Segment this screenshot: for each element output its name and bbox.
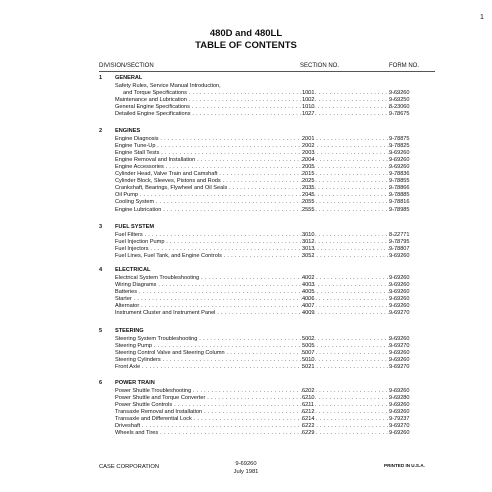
entry-title: Instrument Cluster and Instrument Panel . . .	[115, 310, 399, 317]
entry-section-number: 2015	[302, 171, 315, 178]
toc-entry[interactable]	[99, 402, 439, 409]
toc-entry[interactable]	[99, 350, 439, 357]
entry-section-number: 5021	[302, 363, 315, 370]
toc-section	[99, 75, 439, 118]
toc-entry[interactable]	[99, 275, 439, 282]
entry-title: Steering Control Valve and Steering Column . . .	[115, 350, 399, 357]
entry-form-number: 9-78855	[389, 178, 410, 185]
toc-entry[interactable]	[99, 336, 439, 343]
toc-entry[interactable]	[99, 310, 439, 317]
toc-entry[interactable]	[99, 97, 439, 104]
entry-title: Wheels and Tires . . .	[115, 430, 399, 437]
toc-entry[interactable]	[99, 83, 439, 90]
entry-form-number: 9-78675	[389, 110, 410, 117]
entry-title: Front Axle . . .	[115, 364, 399, 371]
document-title: 480D and 480LL	[209, 28, 283, 39]
column-header-form: FORM NO.	[389, 63, 419, 69]
entry-title: Engine Lubrication . . .	[115, 207, 399, 214]
entry-form-number: 9-78807	[389, 245, 410, 252]
toc-entry[interactable]	[99, 199, 439, 206]
entry-form-number: 9-69260	[389, 356, 410, 363]
entry-title: Steering Pump . . .	[115, 343, 399, 350]
entry-title: Safety Rules, Service Manual Introduction,	[115, 82, 221, 89]
entry-form-number: 9-69260	[389, 387, 410, 394]
entry-section-number: 5007	[302, 349, 315, 356]
entry-form-number: 9-78885	[389, 192, 410, 199]
section-heading	[99, 224, 439, 232]
section-number: 3	[99, 224, 103, 230]
section-heading	[99, 267, 439, 275]
section-heading	[99, 75, 439, 83]
toc-entry[interactable]	[99, 364, 439, 371]
section-title: FUEL SYSTEM	[115, 224, 155, 230]
entry-section-number: 2003	[302, 149, 315, 156]
section-number: 2	[99, 128, 103, 134]
entry-section-number: 4005	[302, 288, 315, 295]
section-title: STEERING	[115, 328, 144, 334]
entry-section-number: 6229	[302, 430, 315, 437]
entry-form-number: 9-69270	[389, 363, 410, 370]
toc-entry[interactable]	[99, 388, 439, 395]
entry-section-number: 1001	[302, 89, 315, 96]
entry-title: Power Shuttle Troubleshooting . . .	[115, 388, 399, 395]
entry-title: Engine Accessories . . .	[115, 164, 399, 171]
toc-entry[interactable]	[99, 164, 439, 171]
entry-title: Cylinder Head, Valve Train and Camshaft . . .	[115, 171, 399, 178]
toc-entry[interactable]	[99, 289, 439, 296]
section-title: ELECTRICAL	[115, 267, 151, 273]
footer-form-number: 9-69260	[235, 461, 257, 467]
column-header-section: SECTION NO.	[300, 63, 340, 69]
entry-form-number: 9-69260	[389, 149, 410, 156]
toc-entry[interactable]	[99, 423, 439, 430]
entry-form-number: 8-22771	[389, 231, 410, 238]
toc-section	[99, 128, 439, 214]
toc-entry[interactable]	[99, 90, 439, 97]
entry-section-number: 2035	[302, 185, 315, 192]
entry-section-number: 4002	[302, 274, 315, 281]
entry-title: Detailed Engine Specifications . . .	[115, 111, 399, 118]
toc-entry[interactable]	[99, 343, 439, 350]
entry-section-number: 6210	[302, 394, 315, 401]
section-number: 4	[99, 267, 103, 273]
entry-section-number: 2025	[302, 178, 315, 185]
entry-form-number: 9-69270	[389, 423, 410, 430]
entry-form-number: 9-69260	[389, 156, 410, 163]
entry-section-number: 5010	[302, 356, 315, 363]
entry-form-number: 9-69260	[389, 349, 410, 356]
toc-entry[interactable]	[99, 357, 439, 364]
entry-title: Electrical System Troubleshooting . . .	[115, 275, 399, 282]
section-heading	[99, 128, 439, 136]
entry-section-number: 6212	[302, 408, 315, 415]
entry-form-number: 9-69260	[389, 295, 410, 302]
entry-section-number: 2555	[302, 206, 315, 213]
toc-entry[interactable]	[99, 111, 439, 118]
entry-section-number: 4009	[302, 310, 315, 317]
document-subtitle: TABLE OF CONTENTS	[195, 40, 297, 51]
entry-title: Cooling System . . .	[115, 199, 399, 206]
entry-title: Fuel Injection Pump . . .	[115, 239, 399, 246]
entry-form-number: 9-69250	[389, 96, 410, 103]
entry-title: Starter . . .	[115, 296, 399, 303]
entry-form-number: 9-69260	[389, 335, 410, 342]
entry-title: Engine Stall Tests . . .	[115, 150, 399, 157]
entry-title: Steering Cylinders . . .	[115, 357, 399, 364]
section-title: GENERAL	[115, 75, 143, 81]
entry-title: Maintenance and Lubrication . . .	[115, 97, 399, 104]
entry-title: Engine Diagnosis . . .	[115, 136, 399, 143]
entry-title: Power Shuttle and Torque Converter . . .	[115, 395, 399, 402]
entry-form-number: 9-69260	[389, 288, 410, 295]
entry-title: Transaxle and Differential Lock . . .	[115, 416, 399, 423]
entry-form-number: 9-78816	[389, 199, 410, 206]
entry-form-number: 9-69270	[389, 310, 410, 317]
entry-section-number: 3052	[302, 252, 315, 259]
toc-entry[interactable]	[99, 150, 439, 157]
entry-title: Oil Pump . . .	[115, 192, 399, 199]
entry-title: Transaxle Removal and Installation . . .	[115, 409, 399, 416]
entry-form-number: 9-69260	[389, 430, 410, 437]
section-heading	[99, 380, 439, 388]
entry-section-number: 3010	[302, 231, 315, 238]
entry-section-number: 2001	[302, 135, 315, 142]
entry-section-number: 2045	[302, 192, 315, 199]
footer-company: CASE CORPORATION	[99, 464, 160, 470]
toc-section	[99, 328, 439, 371]
entry-section-number: 6202	[302, 387, 315, 394]
section-number: 5	[99, 328, 103, 334]
toc-section	[99, 267, 439, 317]
header-rule	[99, 71, 435, 72]
entry-form-number: 9-69260	[389, 408, 410, 415]
entry-form-number: 9-69270	[389, 342, 410, 349]
toc-entry[interactable]	[99, 232, 439, 239]
entry-title: Engine Tune-Up . . .	[115, 143, 399, 150]
entry-section-number: 4007	[302, 302, 315, 309]
entry-title: Crankshaft, Bearings, Flywheel and Oil Seals . . .	[115, 185, 399, 192]
page-number: 1	[480, 14, 484, 21]
toc-entry[interactable]	[99, 416, 439, 423]
entry-section-number: 4006	[302, 295, 315, 302]
entry-form-number: 9-69260	[389, 281, 410, 288]
toc-entry[interactable]	[99, 136, 439, 143]
entry-title: Wiring Diagrams . . .	[115, 282, 399, 289]
section-number: 6	[99, 380, 103, 386]
entry-section-number: 2004	[302, 156, 315, 163]
entry-section-number: 6222	[302, 423, 315, 430]
entry-section-number: 6214	[302, 415, 315, 422]
entry-section-number: 2005	[302, 163, 315, 170]
entry-form-number: 9-78825	[389, 142, 410, 149]
entry-form-number: 9-69260	[389, 401, 410, 408]
section-heading	[99, 328, 439, 336]
entry-form-number: 9-78836	[389, 171, 410, 178]
entry-section-number: 2002	[302, 142, 315, 149]
toc-section	[99, 380, 439, 437]
column-header-division: DIVISION/SECTION	[99, 63, 154, 69]
entry-section-number: 4003	[302, 281, 315, 288]
entry-form-number: 9-69280	[389, 394, 410, 401]
entry-title: Driveshaft . . .	[115, 423, 399, 430]
entry-section-number: 1010	[302, 103, 315, 110]
toc-entry[interactable]	[99, 430, 439, 437]
footer-printed-in: PRINTED IN U.S.A.	[384, 463, 425, 468]
entry-form-number: 9-78985	[389, 206, 410, 213]
entry-section-number: 1027	[302, 110, 315, 117]
entry-form-number: 9-78866	[389, 185, 410, 192]
toc-entry[interactable]	[99, 239, 439, 246]
entry-form-number: 8-23060	[389, 103, 410, 110]
entry-form-number: 9-69260	[389, 252, 410, 259]
toc-entry[interactable]	[99, 192, 439, 199]
toc-entry[interactable]	[99, 178, 439, 185]
toc-entry[interactable]	[99, 303, 439, 310]
section-title: ENGINES	[115, 128, 141, 134]
entry-title: Engine Removal and Installation . . .	[115, 157, 399, 164]
entry-title: Steering System Troubleshooting . . .	[115, 336, 399, 343]
entry-title: and Torque Specifications . . .	[123, 90, 399, 97]
entry-form-number: 9-69260	[389, 302, 410, 309]
entry-section-number: 3013	[302, 245, 315, 252]
toc-entry[interactable]	[99, 143, 439, 150]
entry-form-number: 9-69260	[389, 274, 410, 281]
entry-form-number: 9-78795	[389, 238, 410, 245]
toc-entry[interactable]	[99, 104, 439, 111]
entry-title: Batteries . . .	[115, 289, 399, 296]
entry-title: Power Shuttle Controls . . .	[115, 402, 399, 409]
toc-entry[interactable]	[99, 409, 439, 416]
footer-date: July 1981	[233, 469, 259, 475]
toc-entry[interactable]	[99, 246, 439, 253]
entry-title: Cylinder Block, Sleeves, Pistons and Rods . . .	[115, 178, 399, 185]
entry-section-number: 2055	[302, 199, 315, 206]
entry-section-number: 5002	[302, 335, 315, 342]
entry-title: Fuel Filters . . .	[115, 232, 399, 239]
section-number: 1	[99, 75, 103, 81]
toc-entry[interactable]	[99, 207, 439, 214]
toc-entry[interactable]	[99, 395, 439, 402]
toc-entry[interactable]	[99, 185, 439, 192]
entry-form-number: 9-79237	[389, 415, 410, 422]
entry-section-number: 5005	[302, 342, 315, 349]
entry-section-number: 3012	[302, 238, 315, 245]
toc-entry[interactable]	[99, 157, 439, 164]
toc-entry[interactable]	[99, 282, 439, 289]
toc-entry[interactable]	[99, 296, 439, 303]
entry-form-number: 9-78875	[389, 135, 410, 142]
toc-entry[interactable]	[99, 171, 439, 178]
entry-form-number: 9-69260	[389, 163, 410, 170]
entry-title: Fuel Injectors . . .	[115, 246, 399, 253]
entry-title: Alternator . . .	[115, 303, 399, 310]
toc-entry[interactable]	[99, 253, 439, 260]
toc-section	[99, 224, 439, 260]
section-title: POWER TRAIN	[115, 380, 155, 386]
entry-form-number: 9-69260	[389, 89, 410, 96]
entry-title: General Engine Specifications . . .	[115, 104, 399, 111]
entry-section-number: 1002	[302, 96, 315, 103]
entry-title: Fuel Lines, Fuel Tank, and Engine Controls . . .	[115, 253, 399, 260]
entry-section-number: 6211	[302, 401, 315, 408]
